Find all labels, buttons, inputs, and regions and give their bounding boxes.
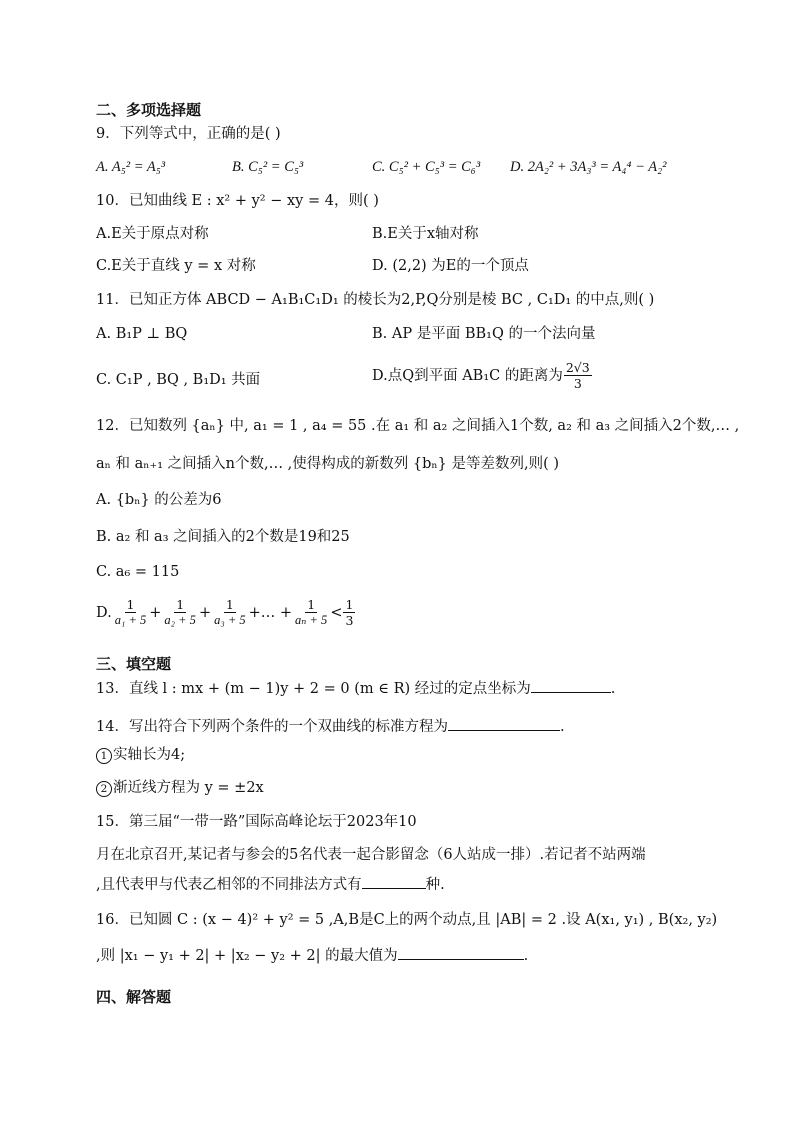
fraction-numerator: 2√3 — [565, 360, 590, 375]
q9-option-c: C. C₅² + C₅³ = C₆³ — [372, 159, 481, 175]
section-title-fill-in: 三、填空题 — [96, 655, 172, 673]
fraction-numerator: 1 — [307, 597, 316, 612]
q11-option-c: C. C₁P , BQ , B₁D₁ 共面 — [96, 372, 261, 388]
q15-line1: 15．第三届“一带一路”国际高峰论坛于2023年10 — [96, 814, 417, 830]
fraction-numerator: 1 — [345, 597, 354, 612]
q16-line2: ,则 |x₁ − y₁ + 2| + |x₂ − y₂ + 2| 的最大值为 . — [96, 945, 528, 966]
q9-option-d: D. 2A₂² + 3A₃³ = A₄⁴ − A₂² — [510, 159, 667, 175]
q14-line: 14．写出符合下列两个条件的一个双曲线的标准方程为 . — [96, 716, 565, 737]
q12-fraction-2 — [162, 597, 198, 628]
q13-line: 13．直线 l : mx + (m − 1)y + 2 = 0 (m ∈ R) 经过的定点坐标为 . — [96, 678, 615, 699]
fraction-numerator: 1 — [225, 597, 234, 612]
q15-line3-tail: 种. — [425, 877, 445, 893]
q12-fraction-3 — [212, 597, 248, 628]
q16-line2-text: ,则 |x₁ − y₁ + 2| + |x₂ − y₂ + 2| 的最大值为 — [96, 948, 398, 964]
q11-option-d — [372, 360, 593, 391]
q12-option-a: A. {bₙ} 的公差为6 — [96, 492, 222, 508]
q13-stem: 13．直线 l : mx + (m − 1)y + 2 = 0 (m ∈ R) 经过的定点坐标为 — [96, 681, 531, 697]
q12-option-d-label: D. — [96, 604, 112, 621]
section-title-solutions: 四、解答题 — [96, 988, 172, 1006]
q10-option-a: A.E关于原点对称 — [96, 226, 209, 242]
q16-line1: 16．已知圆 C : (x − 4)² + y² = 5 ,A,B是C上的两个动点,且 |AB| = 2 .设 A(x₁, y₁) , B(x₂, y₂) — [96, 912, 718, 928]
fraction-numerator: 1 — [176, 597, 185, 612]
q14-condition-2 — [96, 778, 264, 798]
q14-stem: 14．写出符合下列两个条件的一个双曲线的标准方程为 — [96, 719, 448, 735]
q9-option-b: B. C₅² = C₅³ — [232, 159, 304, 175]
fraction-denominator: aₙ + 5 — [295, 613, 328, 627]
fraction-denominator: a₁ + 5 — [114, 613, 147, 627]
plus-sign: + — [198, 604, 212, 621]
q12-option-c: C. a₆ = 115 — [96, 564, 180, 580]
circled-number-2: 2 — [96, 781, 112, 797]
q12-option-b: B. a₂ 和 a₃ 之间插入的2个数是19和25 — [96, 529, 350, 545]
q11-stem: 11．已知正方体 ABCD − A₁B₁C₁D₁ 的棱长为2,P,Q分别是棱 BC , C₁D₁ 的中点,则( ) — [96, 292, 655, 308]
q15-line3-text: ,且代表甲与代表乙相邻的不同排法方式有 — [96, 877, 362, 893]
q12-stem-line1: 12．已知数列 {aₙ} 中, a₁ = 1 , a₄ = 55 .在 a₁ 和 a₂ 之间插入1个数, a₂ 和 a₃ 之间插入2个数,… , — [96, 418, 740, 434]
q11-option-b: B. AP 是平面 BB₁Q 的一个法向量 — [372, 326, 596, 342]
q11-option-d-text: D.点Q到平面 AB₁C 的距离为 — [372, 367, 563, 384]
answer-blank[interactable] — [448, 716, 560, 731]
q9-stem: 9．下列等式中，正确的是( ) — [96, 126, 281, 142]
q15-line2: 月在北京召开,某记者与参会的5名代表一起合影留念（6人站成一排）.若记者不站两端 — [96, 847, 646, 863]
q10-option-b: B.E关于x轴对称 — [372, 226, 479, 242]
fraction-denominator: 3 — [345, 613, 354, 628]
q10-option-c: C.E关于直线 y = x 对称 — [96, 258, 256, 274]
fraction-denominator: 3 — [573, 376, 582, 391]
q12-fraction-1 — [113, 597, 149, 628]
q12-stem-line2: aₙ 和 aₙ₊₁ 之间插入n个数,… ,使得构成的新数列 {bₙ} 是等差数列,则( ) — [96, 456, 560, 472]
fraction-denominator: a₂ + 5 — [164, 613, 196, 627]
q12-option-d — [96, 597, 356, 628]
q9-option-a: A. A₅² = A₅³ — [96, 159, 166, 175]
answer-blank[interactable] — [398, 945, 524, 960]
fraction-numerator: 1 — [126, 597, 135, 612]
section-title-multiple-choice: 二、多项选择题 — [96, 101, 202, 119]
q12-fraction-n — [293, 597, 329, 628]
plus-ellipsis: +… + — [248, 604, 293, 621]
condition-text: 渐近线方程为 y = ±2x — [113, 780, 264, 796]
q14-condition-1 — [96, 745, 185, 765]
less-than-sign: < — [330, 604, 343, 621]
q15-line3 — [96, 874, 445, 895]
fraction-denominator: a₃ + 5 — [214, 613, 246, 627]
condition-text: 实轴长为4; — [113, 747, 186, 763]
answer-blank[interactable] — [531, 678, 611, 693]
q10-stem: 10．已知曲线 E : x² + y² − xy = 4，则( ) — [96, 193, 379, 209]
circled-number-1: 1 — [96, 748, 112, 764]
answer-blank[interactable] — [362, 874, 426, 889]
q11-option-a: A. B₁P ⊥ BQ — [96, 326, 188, 342]
q10-option-d: D. (2,2) 为E的一个顶点 — [372, 258, 529, 274]
q12-fraction-rhs — [343, 597, 355, 628]
q11-option-d-fraction — [564, 360, 592, 391]
plus-sign: + — [149, 604, 162, 621]
